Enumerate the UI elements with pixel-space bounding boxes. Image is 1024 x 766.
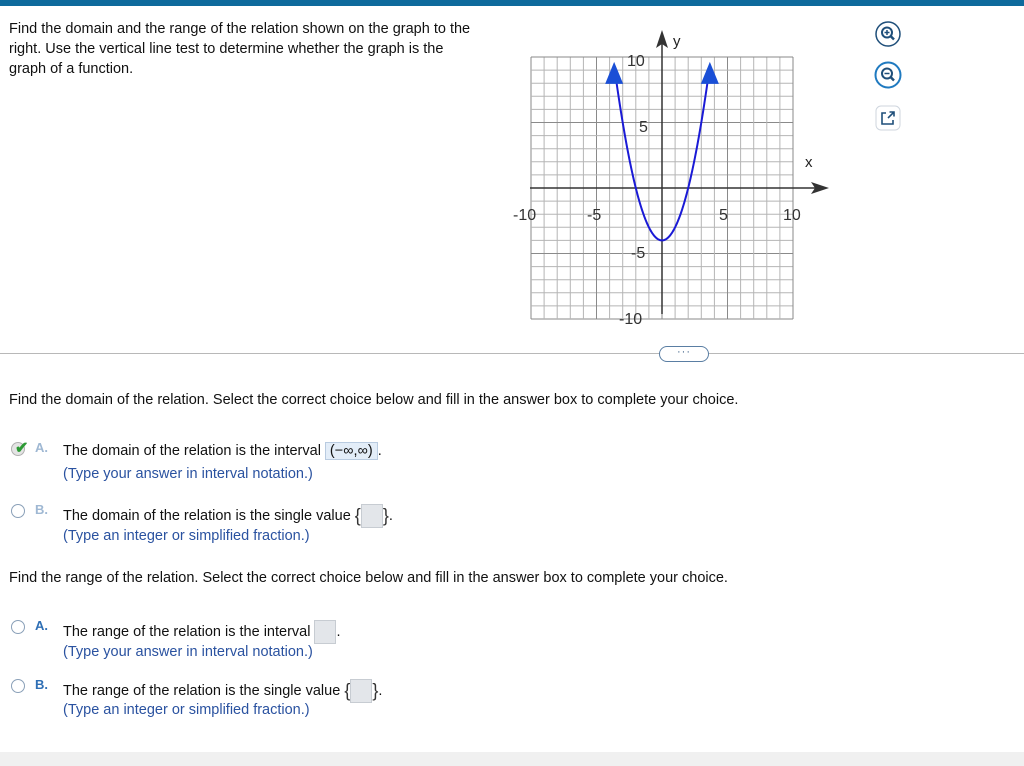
top-bar xyxy=(0,0,1024,6)
check-icon: ✔ xyxy=(15,440,29,457)
zoom-out-icon xyxy=(874,61,902,89)
option-hint: (Type an integer or simplified fraction.) xyxy=(63,528,310,544)
option-hint: (Type your answer in interval notation.) xyxy=(63,644,313,660)
y-tick-label: -10 xyxy=(619,311,643,328)
x-axis xyxy=(530,182,829,194)
y-axis xyxy=(656,30,668,314)
y-axis-label: y xyxy=(673,33,681,50)
zoom-out-button[interactable] xyxy=(873,61,903,89)
domain-answer-field[interactable]: (−∞,∞) xyxy=(325,442,378,460)
curve-arrow-left xyxy=(605,62,623,84)
footer-bar xyxy=(0,752,1024,766)
option-hint: (Type an integer or simplified fraction.) xyxy=(63,702,310,718)
relation-graph xyxy=(505,24,845,334)
range-single-value-input[interactable] xyxy=(350,679,372,703)
more-button[interactable]: ··· xyxy=(659,346,709,362)
zoom-in-icon xyxy=(875,21,901,47)
option-letter: B. xyxy=(35,677,48,692)
option-text: The range of the relation is the single value xyxy=(63,682,341,699)
x-axis-label: x xyxy=(805,154,813,171)
right-brace: } xyxy=(372,680,379,701)
zoom-in-button[interactable] xyxy=(873,20,903,48)
option-statement: The domain of the relation is the single value { }. xyxy=(63,504,393,528)
option-hint: (Type your answer in interval notation.) xyxy=(63,466,313,482)
section-divider xyxy=(0,353,1024,354)
domain-option-b-radio[interactable] xyxy=(11,504,25,518)
y-tick-label: -5 xyxy=(631,245,646,262)
range-interval-input[interactable] xyxy=(314,620,336,644)
range-option-b-radio[interactable] xyxy=(11,679,25,693)
x-tick-label: 5 xyxy=(719,207,728,224)
range-prompt: Find the range of the relation. Select the correct choice below and fill in the answer box to complete your choice. xyxy=(9,570,728,586)
x-tick-label: 10 xyxy=(783,207,801,224)
domain-prompt: Find the domain of the relation. Select the correct choice below and fill in the answer box to complete your choice. xyxy=(9,392,739,408)
popout-icon xyxy=(875,105,901,131)
y-tick-label: 5 xyxy=(639,119,648,136)
range-option-a-radio[interactable] xyxy=(11,620,25,634)
y-tick-label: 10 xyxy=(627,53,645,70)
option-statement: The range of the relation is the single value { }. xyxy=(63,679,382,703)
option-statement: The domain of the relation is the interval (−∞,∞) . xyxy=(63,443,382,459)
question-text: Find the domain and the range of the relation shown on the graph to the right. Use the vertical line test to determine whether the graph is the graph of a function. xyxy=(9,21,471,77)
x-tick-label: -5 xyxy=(587,207,602,224)
x-tick-label: -10 xyxy=(513,207,537,224)
option-letter: B. xyxy=(35,502,48,517)
right-brace: } xyxy=(382,505,389,526)
option-text: The domain of the relation is the interval xyxy=(63,443,321,459)
curve-arrow-right xyxy=(701,62,719,84)
option-text: The domain of the relation is the single value xyxy=(63,507,351,524)
popout-button[interactable] xyxy=(873,104,903,132)
domain-single-value-input[interactable] xyxy=(361,504,383,528)
left-brace: { xyxy=(354,505,361,526)
option-letter: A. xyxy=(35,440,48,455)
option-text: The range of the relation is the interval xyxy=(63,623,311,640)
left-brace: { xyxy=(344,680,351,701)
option-statement: The range of the relation is the interval . xyxy=(63,620,341,644)
option-letter: A. xyxy=(35,618,48,633)
graph-svg xyxy=(505,24,845,334)
